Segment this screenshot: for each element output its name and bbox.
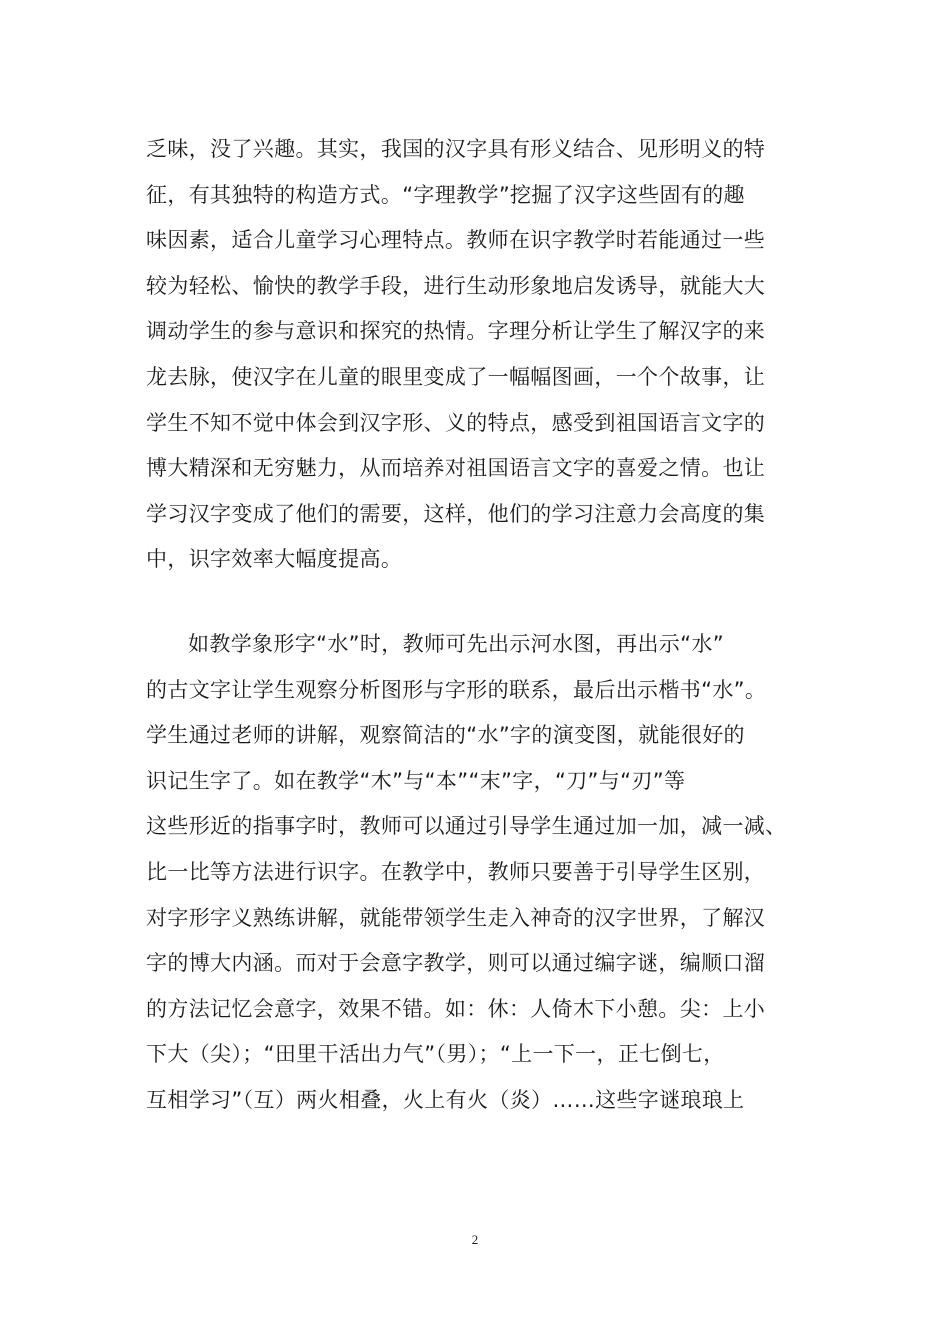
paragraph-1 [146,127,818,583]
text-line: 字的博大内涵。而对于会意字教学，则可以通过编字谜，编顺口溜 [146,951,766,976]
text-line: 博大精深和无穷魅力，从而培养对祖国语言文字的喜爱之情。也让 [146,456,766,481]
page-number: 2 [471,1232,479,1247]
paragraph-2 [146,622,818,1124]
text-line: 较为轻松、愉快的教学手段，进行生动形象地启发诱导，就能大大 [146,273,766,298]
text-line: 乏味，没了兴趣。其实，我国的汉字具有形义结合、见形明义的特 [146,137,766,161]
text-line: 调动学生的参与意识和探究的热情。字理分析让学生了解汉字的来 [146,319,766,344]
text-line: 中，识字效率大幅度提高。 [146,547,403,572]
text-line: 对字形字义熟练讲解，就能带领学生走入神奇的汉字世界，了解汉 [146,905,766,930]
text-line: 征，有其独特的构造方式。“字理教学”挖掘了汉字这些固有的趣 [146,182,745,207]
text-line: 学生通过老师的讲解，观察简洁的“水”字的演变图，就能很好的 [146,723,745,748]
text-line: 互相学习”（互）两火相叠，火上有火（炎）……这些字谜琅琅上 [146,1087,745,1112]
text-line: 比一比等方法进行识字。在教学中，教师只要善于引导学生区别， [146,859,766,884]
text-line: 如教学象形字“水”时，教师可先出示河水图，再出示“水” [188,631,724,656]
paragraph-spacer [146,583,818,622]
body-text [146,127,818,1123]
text-line: 学生不知不觉中体会到汉字形、义的特点，感受到祖国语言文字的 [146,410,766,435]
text-line: 味因素，适合儿童学习心理特点。教师在识字教学时若能通过一些 [146,228,766,253]
text-line: 识记生字了。如在教学“木”与“本”“末”字，“刀”与“刃”等 [146,768,686,793]
text-line: 这些形近的指事字时，教师可以通过引导学生通过加一加，减一减、 [146,814,787,839]
text-line: 学习汉字变成了他们的需要，这样，他们的学习注意力会高度的集 [146,501,766,526]
text-line: 下大（尖）；“田里干活出力气”（男）；“上一下一，正七倒七， [146,1042,725,1067]
text-line: 龙去脉，使汉字在儿童的眼里变成了一幅幅图画，一个个故事，让 [146,364,766,389]
text-line: 的方法记忆会意字，效果不错。如：休：人倚木下小憩。尖：上小 [146,996,766,1021]
text-line: 的古文字让学生观察分析图形与字形的联系，最后出示楷书“水”。 [146,677,767,702]
